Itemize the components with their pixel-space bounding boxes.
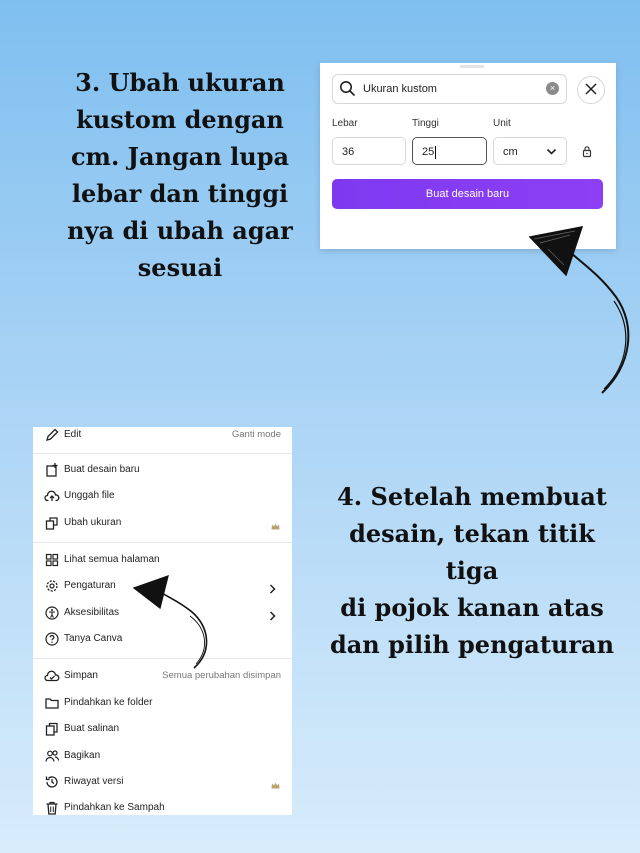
- folder-icon: [44, 695, 60, 711]
- menu-label: Pindahkan ke Sampah: [64, 802, 165, 813]
- hand-drawn-arrow-icon: [130, 572, 215, 672]
- unit-select[interactable]: [493, 137, 567, 165]
- close-button[interactable]: [577, 76, 605, 104]
- share-icon: [44, 748, 60, 764]
- menu-label: Buat desain baru: [64, 464, 140, 475]
- accessibility-icon: [44, 605, 60, 621]
- crown-icon: [271, 518, 280, 536]
- lock-aspect-icon[interactable]: [582, 145, 592, 163]
- width-input[interactable]: [332, 137, 406, 165]
- trash-icon: [44, 800, 60, 815]
- create-design-button[interactable]: Buat desain baru: [332, 179, 603, 209]
- menu-item-view-pages[interactable]: [33, 549, 292, 573]
- height-value: 25: [422, 146, 435, 158]
- menu-item-resize[interactable]: [33, 512, 292, 536]
- chevron-right-icon: [269, 581, 276, 599]
- clear-search-icon[interactable]: ×: [546, 82, 559, 95]
- menu-item-version-history[interactable]: [33, 771, 292, 795]
- hand-drawn-arrow-icon: [520, 225, 635, 395]
- menu-item-move-folder[interactable]: [33, 692, 292, 716]
- divider: [33, 542, 292, 543]
- menu-label: Bagikan: [64, 750, 101, 761]
- copy-icon: [44, 721, 60, 737]
- width-value: 36: [342, 146, 355, 158]
- cloud-upload-icon: [44, 488, 60, 504]
- crown-icon: [271, 777, 280, 795]
- help-icon: [44, 631, 60, 647]
- switch-mode-text[interactable]: Ganti mode: [231, 429, 281, 440]
- add-page-icon: [44, 462, 60, 478]
- menu-item-make-copy[interactable]: [33, 718, 292, 742]
- search-icon: [339, 80, 356, 102]
- pencil-icon: [44, 427, 60, 443]
- cloud-check-icon: [44, 668, 60, 684]
- close-icon: [585, 83, 597, 95]
- menu-item-trash[interactable]: [33, 797, 292, 815]
- menu-label: Buat salinan: [64, 723, 120, 734]
- menu-label: Aksesibilitas: [64, 607, 120, 618]
- menu-label: Ubah ukuran: [64, 517, 122, 528]
- unit-label: Unit: [493, 118, 511, 129]
- menu-item-upload[interactable]: [33, 485, 292, 509]
- menu-label: Lihat semua halaman: [64, 554, 160, 565]
- grid-icon: [44, 552, 60, 568]
- divider: [33, 453, 292, 454]
- menu-item-share[interactable]: [33, 745, 292, 769]
- resize-icon: [44, 515, 60, 531]
- gear-icon: [44, 578, 60, 594]
- custom-size-panel: [320, 63, 616, 249]
- history-icon: [44, 774, 60, 790]
- menu-item-create-design[interactable]: [33, 459, 292, 483]
- step-4-instruction: 4. Setelah membuat desain, tekan titik tiga di pojok kanan atas dan pilih pengaturan: [329, 482, 615, 659]
- chevron-down-icon: [546, 138, 557, 177]
- height-label: Tinggi: [412, 118, 439, 129]
- step-3-instruction: 3. Ubah ukuran kustom dengan cm. Jangan lupa lebar dan tinggi nya di ubah agar sesuai: [67, 68, 293, 282]
- menu-label: Edit: [64, 429, 82, 440]
- menu-label: Riwayat versi: [64, 776, 124, 787]
- menu-label: Unggah file: [64, 490, 115, 501]
- menu-label: Pindahkan ke folder: [64, 697, 153, 708]
- menu-label: Simpan: [64, 670, 98, 681]
- save-status-text: Semua perubahan disimpan: [162, 670, 281, 681]
- height-input[interactable]: [412, 137, 487, 165]
- width-label: Lebar: [332, 118, 358, 129]
- drag-handle[interactable]: [460, 65, 484, 68]
- menu-label: Tanya Canva: [64, 633, 123, 644]
- text-cursor: [435, 146, 436, 159]
- chevron-right-icon: [269, 608, 276, 626]
- search-input[interactable]: [363, 79, 538, 99]
- menu-label: Pengaturan: [64, 580, 116, 591]
- menu-item-edit[interactable]: [33, 427, 292, 448]
- search-field[interactable]: [332, 74, 567, 104]
- unit-value: cm: [503, 146, 518, 158]
